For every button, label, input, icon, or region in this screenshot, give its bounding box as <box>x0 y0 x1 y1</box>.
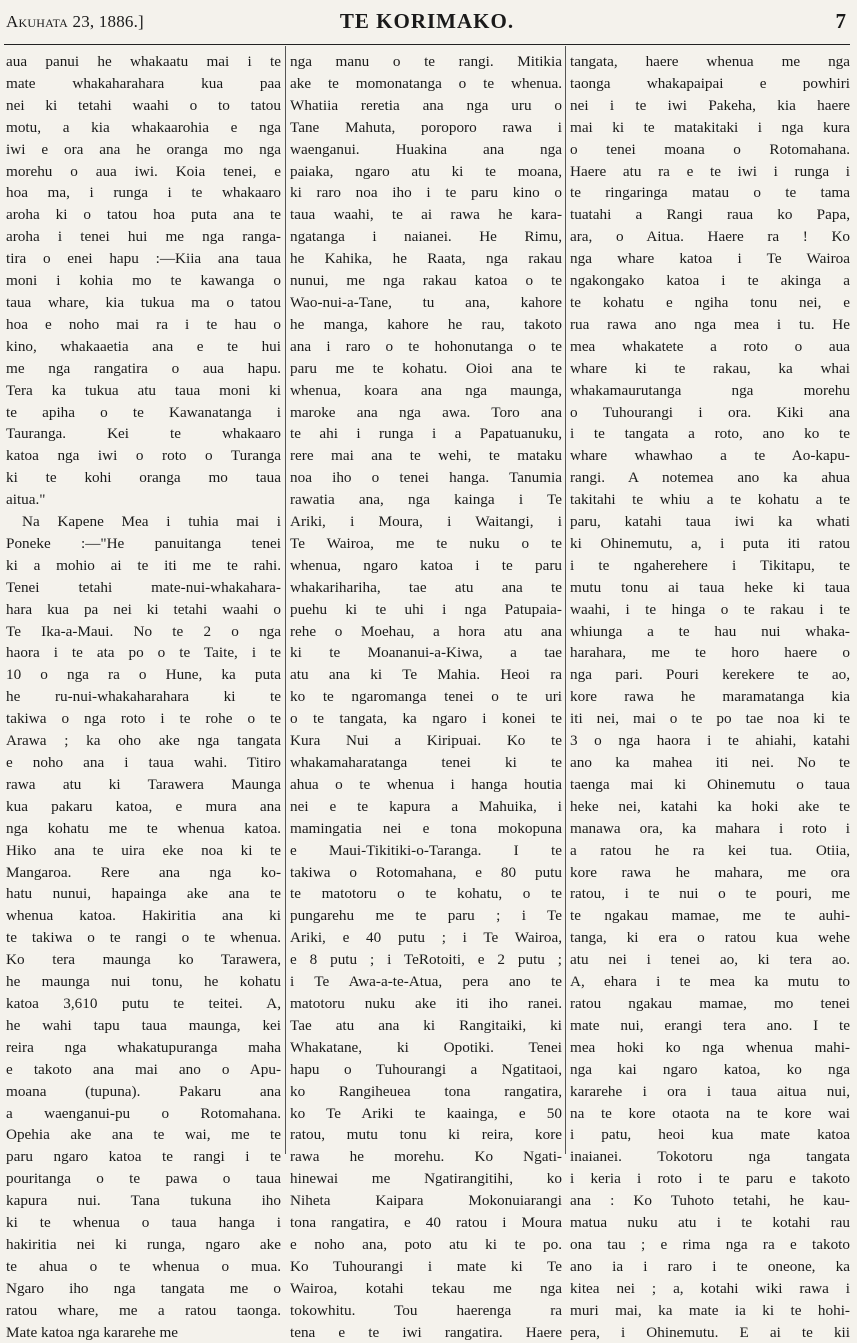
text-line: nga pari. Pouri kerekere te ao, <box>570 666 850 684</box>
issue-date: Akuhata 23, 1886.] <box>6 12 144 31</box>
text-line: matotoru nuku ake iti iho ranei. <box>290 994 562 1012</box>
text-line: taenga mai ki Ohinemutu o taua <box>570 775 850 793</box>
text-line: Ariki, e 40 putu ; i Te Wairoa, <box>290 929 562 947</box>
text-line: mamingatia nei e tona mokopuna <box>290 819 562 837</box>
text-line: nga manu o te rangi. Mitikia <box>290 53 562 70</box>
text-line: nei i te iwi Pakeha, kia haere <box>570 96 850 114</box>
text-line: e Maui-Tikitiki-o-Taranga. I te <box>290 841 562 859</box>
text-line: ko Te Ariki te kaainga, e 50 <box>290 1104 562 1122</box>
text-line: Poneke :—"He panuitanga tenei <box>6 534 281 552</box>
column-divider-1 <box>285 46 286 1154</box>
text-line: Tauranga. Kei te whakaaro <box>6 425 281 443</box>
text-line: Whatiia reretia ana nga uru o <box>290 96 562 114</box>
text-line: mate whakaharahara kua paa <box>6 74 281 92</box>
text-line: ki a mohio ai te iti me te rahi. <box>6 556 281 574</box>
text-line: moana (tupuna). Pakaru ana <box>6 1082 281 1100</box>
text-line: aitua." <box>6 491 46 509</box>
text-line: kino, whakaaetia ana e te hui <box>6 337 281 355</box>
text-line: waahi, i te hinga o te rakau i te <box>570 600 850 618</box>
text-line: Tane Mahuta, poroporo rawa i <box>290 118 562 136</box>
text-column-2 <box>290 51 562 1341</box>
text-line: Tenei tetahi mate-nui-whakahara- <box>6 578 281 596</box>
text-line: whenua katoa. Hakiritia ana ki <box>6 907 281 925</box>
text-line: ahua o te whenua i hanga houtia <box>290 775 562 793</box>
text-line: mai ki te matakitaki i nga kura <box>570 118 850 136</box>
text-line: Kura Nui a Kiripuai. Ko te <box>290 732 562 750</box>
text-line: e noho ana, poto atu ki te po. <box>290 1235 562 1253</box>
text-line: Wairoa, kotahi tekau me nga <box>290 1279 562 1297</box>
text-line: te ahi i runga i a Papatuanuku, <box>290 425 562 443</box>
text-line: rawatia ana, nga kainga i Te <box>290 491 562 509</box>
text-line: taua waahi, te ai rawa he kara- <box>290 206 562 224</box>
column-divider-2 <box>565 46 566 1154</box>
text-line: aroha ki o tatou hoa puta ana te <box>6 206 281 224</box>
text-line: tanga, ki era o ratou kua wehe <box>570 929 850 947</box>
text-line: i Te Awa-a-te-Atua, pera ano te <box>290 973 562 991</box>
text-line: iwi e ora ana he oranga mo nga <box>6 140 281 158</box>
text-line: Opehia ake ana te wai, me te <box>6 1126 281 1144</box>
header-rule <box>4 44 850 45</box>
text-line: te ngakau mamae, me te auhi- <box>570 907 850 925</box>
text-line: te kohatu e ngiha tonu nei, e <box>570 293 850 311</box>
text-line: he manga, kahore he rau, takoto <box>290 315 562 333</box>
text-line: A, ehara i te mea ka mutu to <box>570 973 850 991</box>
text-line: Te Ika-a-Maui. No te 2 o nga <box>6 622 281 640</box>
text-line: atu nei i tenei ao, ki tera ao. <box>570 951 850 969</box>
text-line: ki te whenua o taua hanga i <box>6 1214 281 1232</box>
text-line: Ngaro iho nga tangata me o <box>6 1279 281 1297</box>
text-line: mutu tonu ai taua heke ki taua <box>570 578 850 596</box>
text-line: iti nei, mai o te po tae noa ki te <box>570 710 850 728</box>
text-line: hinewai me Ngatirangitihi, ko <box>290 1170 562 1188</box>
text-line: tona rangatira, e 40 ratou i Moura <box>290 1214 562 1232</box>
text-line: me nga rangatira o aua hapu. <box>6 359 281 377</box>
text-line: hakiritia nei ki runga, ngaro ake <box>6 1235 281 1253</box>
text-line: Mate katoa nga kararehe me <box>6 1323 179 1341</box>
text-line: Haere atu ra e te iwi i runga i <box>570 162 850 180</box>
text-line: ki Ohinemutu, a, i puta iti ratou <box>570 534 850 552</box>
text-line: kararehe i ora i taua aitua nui, <box>570 1082 850 1100</box>
page-number: 7 <box>835 9 846 33</box>
newspaper-title: TE KORIMAKO. <box>339 9 515 33</box>
text-line: katoa nga iwi o roto o Turanga <box>6 447 281 465</box>
text-line: hoa ma, i runga i te whakaaro <box>6 184 281 202</box>
text-line: 10 o nga ra o Hune, ka puta <box>6 666 281 684</box>
text-line: Na Kapene Mea i tuhia mai i <box>22 513 281 531</box>
text-line: takiwa o Rotomahana, e 80 putu <box>290 863 562 881</box>
text-line: Arawa ; ka oho ake nga tangata <box>6 732 281 750</box>
text-line: e takoto ana mai ano o Apu- <box>6 1060 281 1078</box>
text-line: pouritanga o te pawa o taua <box>6 1170 281 1188</box>
text-line: a ratou he ra kei tua. Otiia, <box>570 841 850 859</box>
text-line: kua pakaru katoa, e mura ana <box>6 797 281 815</box>
text-line: rawa he morehu. Ko Ngati- <box>290 1148 562 1166</box>
text-line: hoa e noho mai ra i te hau o <box>6 315 281 333</box>
text-line: ake te momonatanga o te whenua. <box>290 74 562 92</box>
text-line: mate nui, erangi tera ano. I te <box>570 1016 850 1034</box>
text-line: te takiwa o te rangi o te whenua. <box>6 929 281 947</box>
text-line: ano ka mahea iti nei. No te <box>570 754 850 771</box>
text-line: hara kua pa nei ki tetahi waahi o <box>6 600 281 618</box>
text-line: Niheta Kaipara Mokonuiarangi <box>290 1192 562 1210</box>
text-line: paru, katahi taua iwi ka whati <box>570 513 850 531</box>
text-line: whare ki te rakau, ka whai <box>570 359 850 377</box>
text-line: paru ngaro katoa te rangi i te <box>6 1148 281 1166</box>
text-line: hatu nunui, hapainga ake ana te <box>6 885 281 903</box>
text-line: Ariki, i Moura, i Waitangi, i <box>290 513 562 531</box>
text-line: taua whare, kia tukua ma o tatou <box>6 293 281 311</box>
text-line: e 8 putu ; i TeRotoiti, e 2 putu ; <box>290 951 562 969</box>
text-line: ki te Moananui-a-Kiwa, a tae <box>290 644 562 662</box>
text-line: whakarihariha, tae atu ana te <box>290 578 562 596</box>
text-line: kitea nei ; a, kotahi wiki rawa i <box>570 1279 850 1297</box>
text-line: haora i te ata po o te Taite, i te <box>6 644 281 662</box>
text-line: matua nuku atu i te kotahi rau <box>570 1214 850 1232</box>
text-line: rangi. A notemea ano ka ahua <box>570 469 850 487</box>
text-line: a waenganui-pu o Rotomahana. <box>6 1104 281 1122</box>
text-line: ngatanga i naianei. He Rimu, <box>290 228 562 246</box>
text-line: heke nei, katahi ka hoki ake te <box>570 797 850 815</box>
text-line: Mangaroa. Rere ana nga ko- <box>6 863 281 881</box>
text-line: Hiko ana te uira eke noa ki te <box>6 841 281 859</box>
text-line: 3 o nga haora i te ahiahi, katahi <box>570 732 850 750</box>
text-line: ko te ngaromanga tenei o te uri <box>290 688 562 706</box>
text-line: inaianei. Tokotoru nga tangata <box>570 1148 850 1166</box>
text-line: nunui, me nga rakau katoa o te <box>290 272 562 290</box>
text-line: ki raro noa iho i te paru kino o <box>290 184 562 202</box>
text-line: whenua, koara ana nga maunga, <box>290 381 562 399</box>
text-line: te apiha o te Kawanatanga i <box>6 403 281 421</box>
text-line: i keria i roto i te paru e takoto <box>570 1170 850 1188</box>
text-line: hapu o Tuhourangi a Ngatitaoi, <box>290 1060 562 1078</box>
text-line: reira nga whakatupuranga maha <box>6 1038 281 1056</box>
text-line: he maunga nui tonu, he kohatu <box>6 973 281 991</box>
text-line: Tae atu ana ki Rangitaiki, ki <box>290 1016 562 1034</box>
text-line: ratou ngakau mamae, mo tenei <box>570 994 850 1012</box>
text-line: ano ia i raro i te oneone, ka <box>570 1257 850 1275</box>
text-line: noa iho o tenei hanga. Tanumia <box>290 469 562 487</box>
text-line: he wahi tapu taua maunga, kei <box>6 1016 281 1034</box>
text-line: whiunga a te hau nui whaka- <box>570 622 850 640</box>
text-line: te ahua o te whenua o mua. <box>6 1257 281 1275</box>
text-line: Te Wairoa, me te nuku o te <box>290 534 562 552</box>
text-line: whenua, ngaro katoa i te paru <box>290 556 562 574</box>
text-line: nei ki tetahi waahi o to tatou <box>6 96 281 114</box>
text-line: i te ngaherehere i Tikitapu, te <box>570 556 850 574</box>
text-line: ki te kohi oranga mo taua <box>6 469 281 487</box>
text-line: morehu o aua iwi. Koia tenei, e <box>6 162 281 180</box>
text-line: whakamaharatanga tenei ki te <box>290 754 562 771</box>
text-line: ratou, i te nui o te pouri, me <box>570 885 850 903</box>
text-column-3 <box>570 51 850 1341</box>
text-line: moni i kohia mo te kawanga o <box>6 272 281 290</box>
text-line: nga kohatu me te whenua katoa. <box>6 819 281 837</box>
text-line: Whakatane, ki Opotiki. Tenei <box>290 1038 562 1056</box>
text-line: taonga whakapaipai e powhiri <box>570 74 850 92</box>
text-line: whakamaurutanga nga morehu <box>570 381 850 399</box>
text-column-1 <box>6 51 281 1341</box>
text-line: muri mai, ka mate ia ki te hohi- <box>570 1301 850 1319</box>
text-line: na te kore otaota na te kore wai <box>570 1104 850 1122</box>
text-line: takitahi te whiu a te kohatu a te <box>570 491 850 509</box>
text-line: i te tangata a roto, ano ko te <box>570 425 850 443</box>
text-line: he Kahika, he Raata, nga rakau <box>290 250 562 268</box>
text-line: o Tuhourangi i ora. Kiki ana <box>570 403 850 421</box>
text-line: Tera ka tukua atu taua moni ki <box>6 381 281 399</box>
text-line: tokowhitu. Tou haerenga ra <box>290 1301 562 1319</box>
text-line: aua panui he whakaatu mai i te <box>6 53 281 70</box>
text-line: te matotoru o te kohatu, o te <box>290 885 562 903</box>
text-line: tuatahi a Rangi raua ko Papa, <box>570 206 850 224</box>
text-line: manawa ora, ka mahara i roto i <box>570 819 850 837</box>
text-line: rawa atu ki Tarawera Maunga <box>6 775 281 793</box>
text-line: paru me te kohatu. Oioi ana te <box>290 359 562 377</box>
text-line: kore rawa he mahara, me ora <box>570 863 850 881</box>
text-line: nga whare katoa i Te Wairoa <box>570 250 850 268</box>
text-line: Ko tera maunga ko Tarawera, <box>6 951 281 969</box>
text-line: rua rawa ano nga mea i tu. He <box>570 315 850 333</box>
text-line: o te tangata, ka ngaro i konei te <box>290 710 562 728</box>
text-line: te ringaringa matau o te tama <box>570 184 850 202</box>
text-line: nga kai ngaro katoa, ko nga <box>570 1060 850 1078</box>
text-line: motu, a kia whakaarohia e nga <box>6 118 281 136</box>
text-line: rere mai ana te wehi, te mataku <box>290 447 562 465</box>
text-line: kore rawa he maramatanga kia <box>570 688 850 706</box>
text-line: katoa 3,610 putu te teitei. A, <box>6 994 281 1012</box>
page-header <box>6 4 848 42</box>
text-line: pera, i Ohinemutu. E ai te kii <box>570 1323 850 1341</box>
text-line: ara, o Aitua. Haere ra ! Ko <box>570 228 850 246</box>
text-line: waenganui. Huakina ana nga <box>290 140 562 158</box>
text-line: puehu ki te uhi i nga Patupaia- <box>290 600 562 618</box>
text-line: Ko Tuhourangi i mate ki Te <box>290 1257 562 1275</box>
text-line: mea hoki ko nga whenua mahi- <box>570 1038 850 1056</box>
text-line: kapura nui. Tana tukuna iho <box>6 1192 281 1210</box>
text-line: takiwa o nga roto i te rohe o te <box>6 710 281 728</box>
text-line: harahara, me te horo haere o <box>570 644 850 662</box>
text-line: ana : Ko Tuhoto tetahi, he kau- <box>570 1192 850 1210</box>
text-line: Wao-nui-a-Tane, tu ana, kahore <box>290 293 562 311</box>
text-line: pungarehu me te paru ; i Te <box>290 907 562 925</box>
text-line: ona tau ; e rima nga ra e takoto <box>570 1235 850 1253</box>
text-line: tena e te iwi rangatira. Haere <box>290 1323 562 1341</box>
text-line: maroke ana nga awa. Toro ana <box>290 403 562 421</box>
text-line: nei e te kapura a Mahuika, i <box>290 797 562 815</box>
text-line: rehe o Moehau, a hora atu ana <box>290 622 562 640</box>
text-line: mea whakatete a roto o aua <box>570 337 850 355</box>
text-line: paiaka, ngaro atu ki te moana, <box>290 162 562 180</box>
text-line: e noho ana i taua wahi. Titiro <box>6 754 281 771</box>
text-line: atu ana ki Te Mahia. Heoi ra <box>290 666 562 684</box>
text-line: i patu, heoi kua mate katoa <box>570 1126 850 1144</box>
text-line: aroha i tenei hui me nga ranga- <box>6 228 281 246</box>
text-line: he ru-nui-whakaharahara ki te <box>6 688 281 706</box>
text-line: ratou whare, me a ratou taonga. <box>6 1301 281 1319</box>
text-line: ngakongako katoa i te akinga a <box>570 272 850 290</box>
text-line: ko Rangiheuea tona rangatira, <box>290 1082 562 1100</box>
text-line: whare whawhao a te Ao-kapu- <box>570 447 850 465</box>
text-line: tira o enei hapu :—Kiia ana taua <box>6 250 281 268</box>
text-line: ratou, mutu tonu ki reira, kore <box>290 1126 562 1144</box>
text-line: tangata, haere whenua me nga <box>570 53 850 70</box>
text-line: o tenei moana o Rotomahana. <box>570 140 850 158</box>
text-line: ana i raro o te hohonutanga o te <box>290 337 562 355</box>
